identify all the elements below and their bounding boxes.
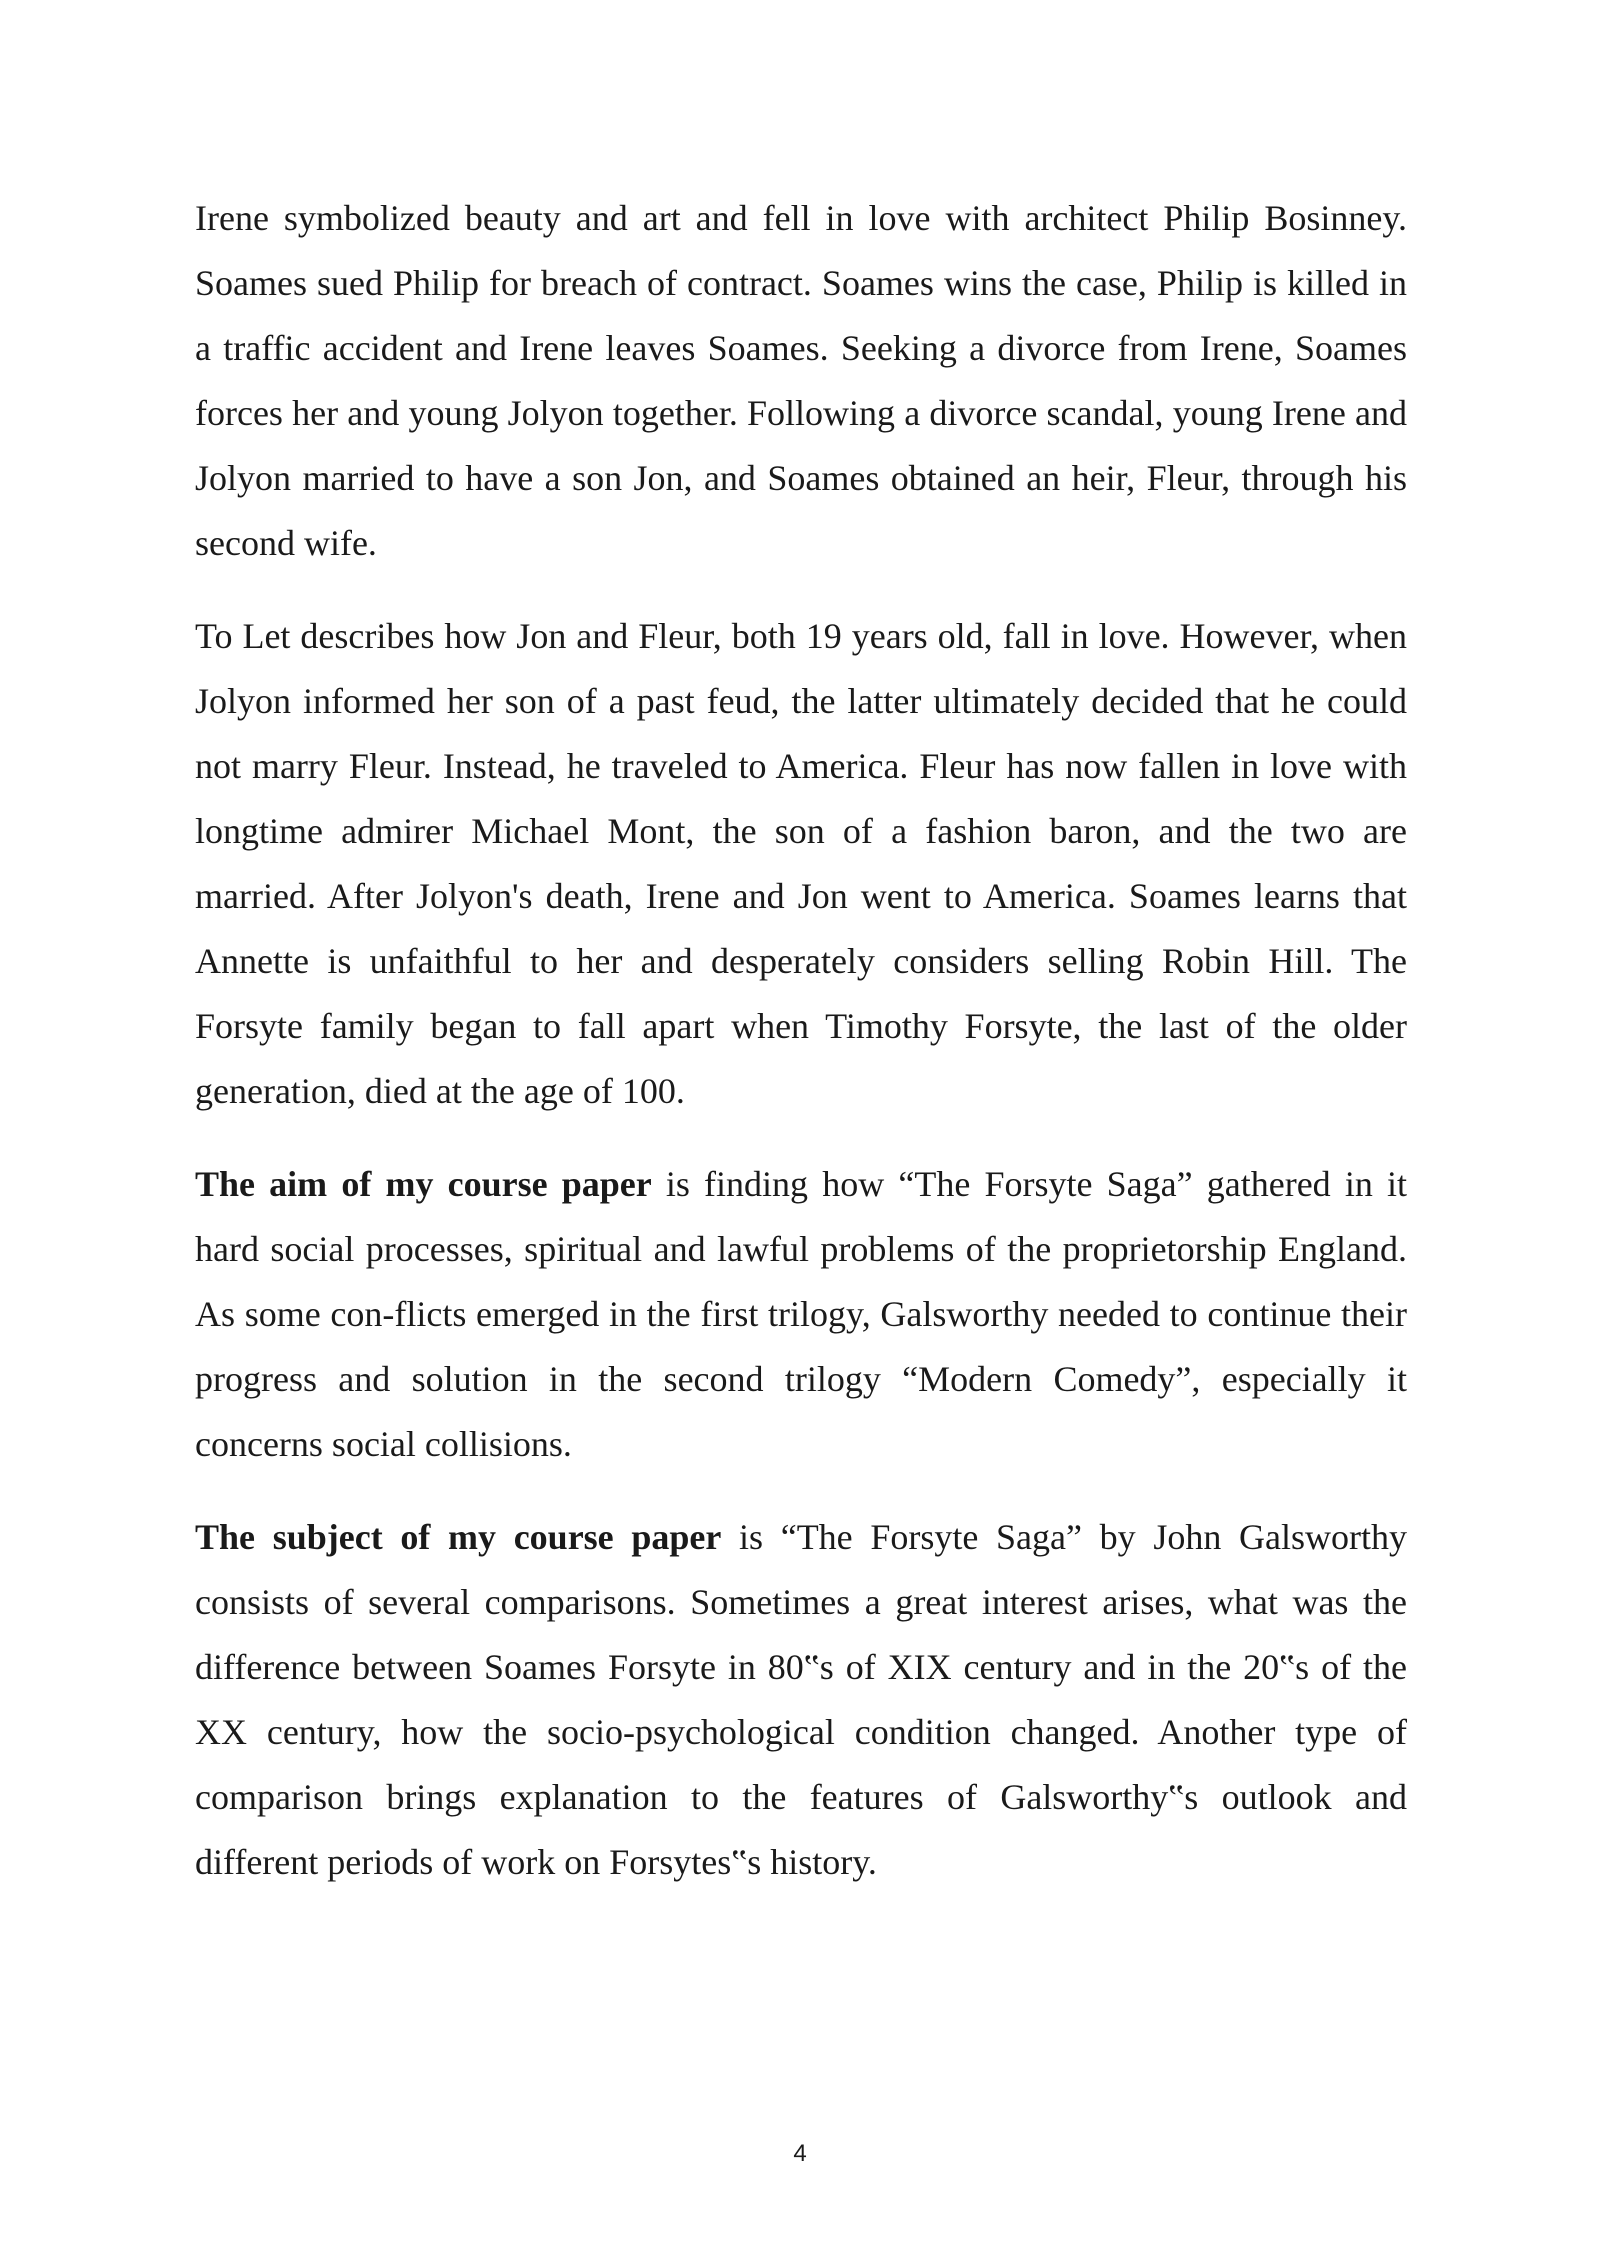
paragraph-text: is finding how “The Forsyte Saga” gathered in it hard social processes, spiritual and lawful problems of the proprietorship England. As some con-flicts emerged in the first trilogy, Galsworthy needed to continue their progress and solution in the second trilogy “Modern Comedy”, especially it concerns social collisions. [195,1164,1407,1464]
paragraph-subject [195,1505,1407,1895]
aim-heading: The aim of my course paper [195,1164,652,1204]
paragraph-text: To Let describes how Jon and Fleur, both 19 years old, fall in love. However, when Jolyon informed her son of a past feud, the latter ultimately decided that he could not marry Fleur. Instead, he traveled to America. Fleur has now fallen in love with longtime admirer Michael Mont, the son of a fashion baron, and the two are married. After Jolyon's death, Irene and Jon went to America. Soames learns that Annette is unfaithful to her and desperately considers selling Robin Hill. The Forsyte family began to fall apart when Timothy Forsyte, the last of the older generation, died at the age of 100. [195,616,1407,1111]
subject-heading: The subject of my course paper [195,1517,722,1557]
page-number: 4 [793,2140,807,2167]
paragraph-to-let-summary [195,604,1407,1124]
body-text [195,186,1407,1923]
paragraph-aim [195,1152,1407,1477]
paragraph-text: is “The Forsyte Saga” by John Galsworthy consists of several comparisons. Sometimes a great interest arises, what was the difference between Soames Forsyte in 80‟s of XIX century and in the 20‟s of the XX century, how the socio-psychological condition changed. Another type of comparison brings explanation to the features of Galsworthy‟s outlook and different periods of work on Forsytes‟s history. [195,1517,1407,1882]
paragraph-irene-summary [195,186,1407,576]
paragraph-text: Irene symbolized beauty and art and fell in love with architect Philip Bosinney. Soames sued Philip for breach of contract. Soames wins the case, Philip is killed in a traffic accident and Irene leaves Soames. Seeking a divorce from Irene, Soames forces her and young Jolyon together. Following a divorce scandal, young Irene and Jolyon married to have a son Jon, and Soames obtained an heir, Fleur, through his second wife. [195,198,1407,563]
